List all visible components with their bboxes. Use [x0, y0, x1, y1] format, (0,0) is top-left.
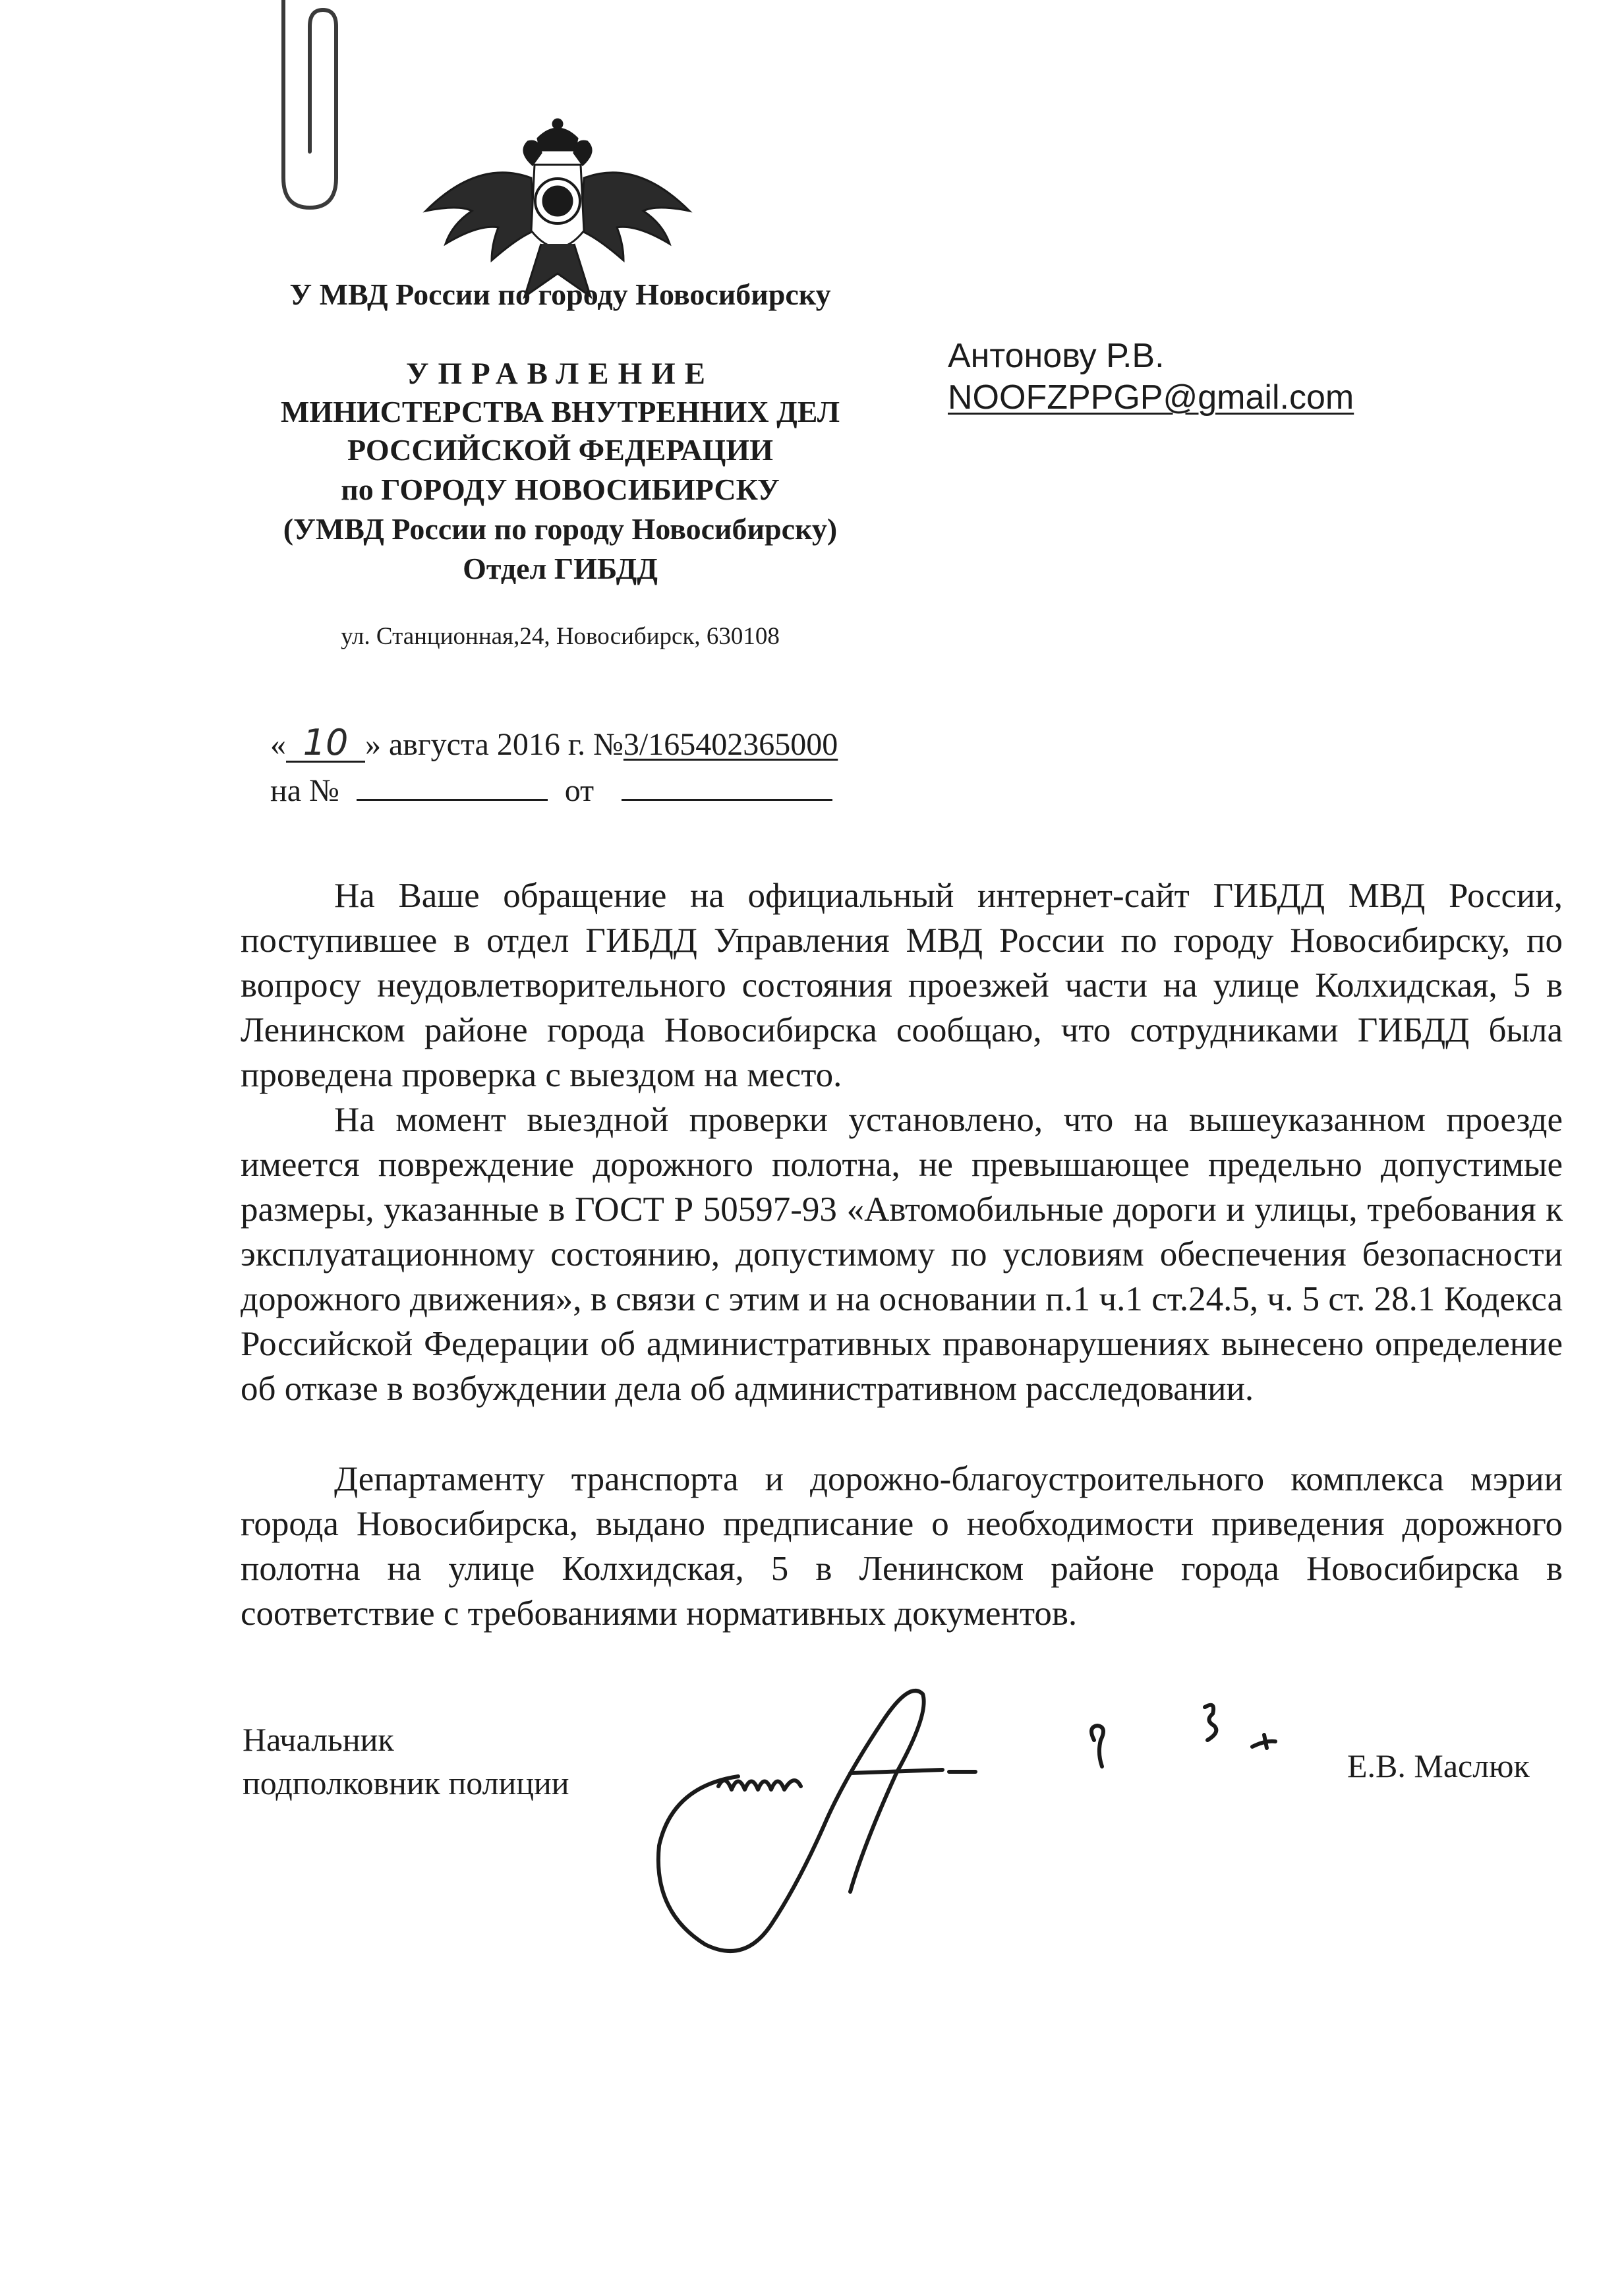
ref-prefix: на № — [270, 773, 339, 808]
date-open-quote: « — [270, 727, 286, 762]
recipient-name: Антонову Р.В. — [948, 337, 1165, 375]
header-title: УПРАВЛЕНИЕ — [405, 357, 715, 391]
body-paragraph: На момент выездной проверки установлено, что на вышеуказанном проезде имеется повреждение дорожного полотна, не превышающее предельно допустимые размеры, указанные в ГОСТ Р 50597-93 «Автомобильные дороги и улицы, требования к эксплуатационному состоянию, допустимому по условиям обеспечения безопасности дорожного движения», в связи с этим и на основании п.1 ч.1 ст.24.5, ч. 5 ст. 28.1 Кодекса Российской Федерации об административных правонарушениях вынесено определение об отказе в возбуждении дела об административном расследовании. — [241, 1101, 1563, 1408]
header-line-2: РОССИЙСКОЙ ФЕДЕРАЦИИ — [347, 433, 773, 467]
paper-clip-icon — [264, 0, 369, 218]
date-month-year: » августа 2016 г. № — [365, 727, 624, 762]
body-paragraph: На Ваше обращение на официальный интернет-сайт ГИБДД МВД России, поступившее в отдел ГИБДД Управления МВД России по городу Новосибирску, по вопросу неудовлетворительного состояния проезжей части на улице Колхидская, 5 в Ленинском районе города Новосибирска сообщаю, что сотрудниками ГИБДД была проведена проверка с выездом на место. — [241, 877, 1563, 1094]
header-line-4: (УМВД России по городу Новосибирску) — [283, 512, 838, 546]
header-line-1: МИНИСТЕРСТВА ВНУТРЕННИХ ДЕЛ — [280, 395, 840, 428]
ref-number-blank — [357, 798, 548, 801]
header-line-5: Отдел ГИБДД — [463, 552, 658, 585]
letter-date-row — [270, 722, 838, 763]
header-line-3: по ГОРОДУ НОВОСИБИРСКУ — [341, 473, 780, 506]
handwritten-signature — [633, 1674, 1318, 1964]
signatory-rank: подполковник полиции — [243, 1765, 569, 1801]
signatory-name: Е.В. Маслюк — [1347, 1747, 1530, 1784]
department-address: ул. Станционная,24, Новосибирск, 630108 — [341, 623, 780, 650]
recipient-email: NOOFZPPGP@gmail.com — [948, 378, 1354, 417]
ref-from: от — [564, 773, 594, 808]
department-line: У МВД России по городу Новосибирску — [289, 277, 831, 311]
signatory-position: Начальник — [243, 1721, 394, 1758]
letter-number: 3/165402365000 — [623, 727, 838, 762]
body-paragraph: Департаменту транспорта и дорожно-благоустроительного комплекса мэрии города Новосибирска, выдано предписание о необходимости приведения дорожного полотна на улице Колхидская, 5 в Ленинском районе города Новосибирска в соответствие с требованиями нормативных документов. — [241, 1460, 1563, 1633]
reference-row — [270, 773, 832, 809]
ref-date-blank — [622, 798, 832, 801]
date-day-handwritten: 10 — [286, 725, 365, 763]
